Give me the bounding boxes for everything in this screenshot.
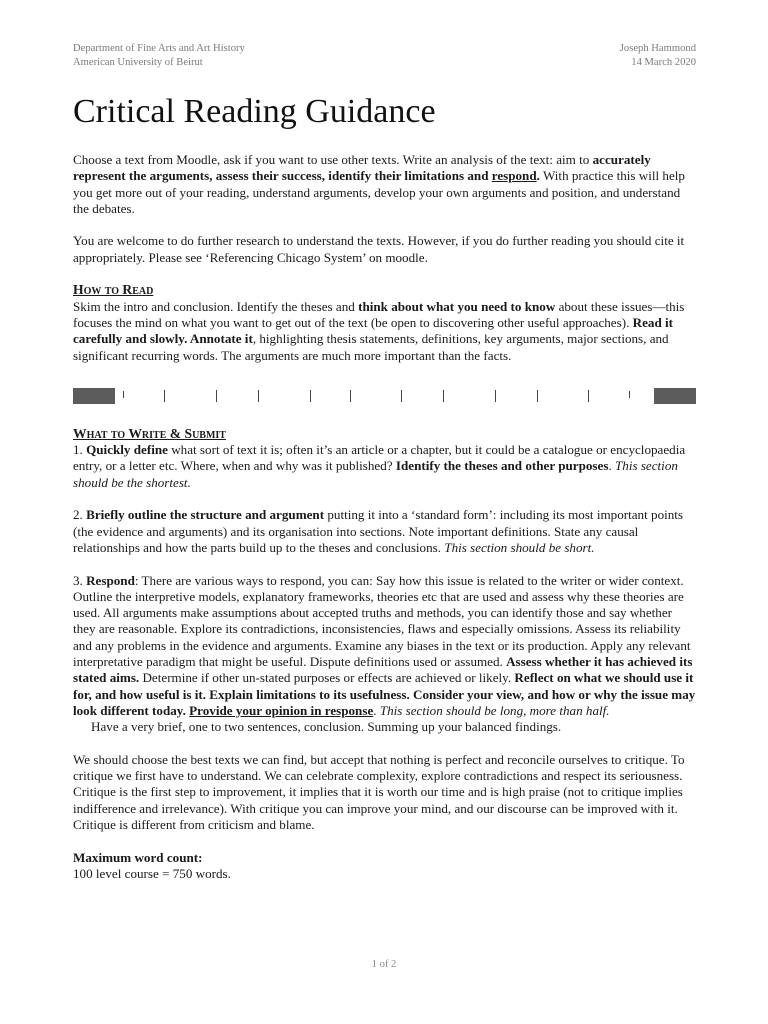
rule-tick xyxy=(537,390,538,402)
item-1-lead: Quickly define xyxy=(86,442,168,458)
research-paragraph: You are welcome to do further research to understand the texts. However, if you do further reading you should cite it appropriately. Please see ‘Referencing Chicago System’ on moodle. xyxy=(73,233,685,265)
intro-respond: respond xyxy=(491,168,537,184)
item-2-text: putting it into a ‘standard form’: including its most important points (the evidence and arguments) and its organisation into sections. Note important definitions. State any causal relationships and how the parts build up to the theses and conclusions. xyxy=(73,507,684,555)
what-to-write-heading: What to Write & Submit xyxy=(73,425,226,441)
rule-tick xyxy=(495,390,496,402)
item-2-lead: Briefly outline the structure and argument xyxy=(86,507,325,523)
item-3-number: 3. xyxy=(73,572,87,588)
rule-tick xyxy=(588,390,589,402)
page-number: 1 of 2 xyxy=(371,959,397,970)
item-1-number: 1. xyxy=(73,442,87,458)
critique-paragraph: We should choose the best texts we can find, but accept that nothing is perfect and reconcile ourselves to critique. To critique we first have to understand. We can celebrate complexity, explore contradictions and respect its seriousness. Critique is the first step to improvement, it implies that it is worth our time and is high praise (not to critique implies indifference and irrelevance). With critique you can improve your mind, and our discourse can be improved with it. Critique is different from criticism and blame. xyxy=(73,751,685,832)
document-date: 14 March 2020 xyxy=(631,57,696,68)
page-title: Critical Reading Guidance xyxy=(73,93,436,130)
rule-tick xyxy=(350,390,351,402)
item-3-lead: Respond xyxy=(86,572,135,588)
intro-period: . xyxy=(536,168,540,184)
item-3-sep: . xyxy=(373,702,380,718)
item-3-opinion: Provide your opinion in response xyxy=(189,702,374,718)
intro-text-end: With practice this will help you get more out of your reading, understand arguments, develop your own arguments and position, and understand the debates. xyxy=(73,168,685,216)
item-2-number: 2. xyxy=(73,507,87,523)
document-page xyxy=(73,42,696,882)
rule-block-right xyxy=(654,388,696,404)
word-count-label: Maximum word count: xyxy=(73,849,203,865)
intro-paragraph xyxy=(73,152,696,217)
page-header xyxy=(73,42,696,70)
rule-tick xyxy=(629,391,630,398)
read-text-2: about these issues—this focuses the mind on what you want to get out of the text (be open to discovering other useful approaches). xyxy=(73,298,685,330)
rule-tick xyxy=(310,390,311,402)
rule-tick xyxy=(401,390,402,402)
read-text-3: , highlighting thesis statements, definitions, key arguments, major sections, and significant recurring words. The arguments are much more important than the facts. xyxy=(73,331,669,363)
rule-tick xyxy=(123,391,124,398)
university-name: American University of Beirut xyxy=(73,57,203,68)
how-to-read-heading: How to Read xyxy=(73,282,154,298)
header-right xyxy=(620,42,696,70)
rule-tick xyxy=(443,390,444,402)
item-1-emphasis: Identify the theses and other purposes xyxy=(395,458,609,474)
author-name: Joseph Hammond xyxy=(619,43,696,54)
item-2-paragraph xyxy=(73,507,696,556)
read-emphasis-2: Read it carefully and slowly. Annotate it xyxy=(73,314,673,347)
word-count-value: 100 level course = 750 words. xyxy=(73,865,231,881)
intro-emphasis: accurately represent the arguments, assess their success, identify their limitations and xyxy=(73,152,651,184)
item-1-text: what sort of text it is; often it’s an article or a chapter, but it could be a catalogue or encyclopaedia entry, or a letter etc. Where, when and why was it published? xyxy=(73,442,686,474)
how-to-read-paragraph xyxy=(73,299,696,364)
read-text-1: Skim the intro and conclusion. Identify the theses and xyxy=(73,298,359,314)
item-3-text-2: Determine if other un-stated purposes or effects are achieved or likely. xyxy=(139,670,515,686)
item-1-paragraph xyxy=(73,442,696,491)
conclusion-line: Have a very brief, one to two sentences, conclusion. Summing up your balanced findings. xyxy=(91,719,562,735)
item-3-paragraph xyxy=(73,573,696,720)
rule-tick xyxy=(258,390,259,402)
intro-text: Choose a text from Moodle, ask if you want to use other texts. Write an analysis of the text: aim to xyxy=(73,152,593,167)
header-left xyxy=(73,42,245,70)
item-3-emphasis-1: Assess whether it has achieved its stated aims. xyxy=(73,654,693,686)
item-1-note: This section should be the shortest. xyxy=(73,458,678,490)
rule-block-left xyxy=(73,388,115,404)
scale-rule-divider xyxy=(73,388,696,406)
item-3-note: This section should be long, more than half. xyxy=(379,702,610,718)
item-3-text: : There are various ways to respond, you can: Say how this issue is related to the writer or wider context. Outline the interpretive models, explanatory frameworks, theories etc that are used and assess why these theories are used. All arguments make assumptions about accepted truths and methods, you can identify those and say whether they are reasonable. Explore its contradictions, inconsistencies, flaws and especially omissions. Assess its reliability and any problems in the evidence and arguments. Examine any biases in the text or its production. Apply any relevant interpretative paradigm that might be useful. Dispute definitions used or assumed. xyxy=(73,572,691,670)
rule-tick xyxy=(164,390,165,402)
item-2-note: This section should be short. xyxy=(444,539,595,555)
item-3-emphasis-2: Reflect on what we should use it for, and how useful is it. Explain limitations to its usefulness. Consider your view, and how or why the issue may look different today. xyxy=(73,670,696,718)
read-emphasis-1: think about what you need to know xyxy=(358,298,556,314)
department-name: Department of Fine Arts and Art History xyxy=(73,43,245,54)
item-1-sep: . xyxy=(608,458,615,474)
rule-tick xyxy=(216,390,217,402)
